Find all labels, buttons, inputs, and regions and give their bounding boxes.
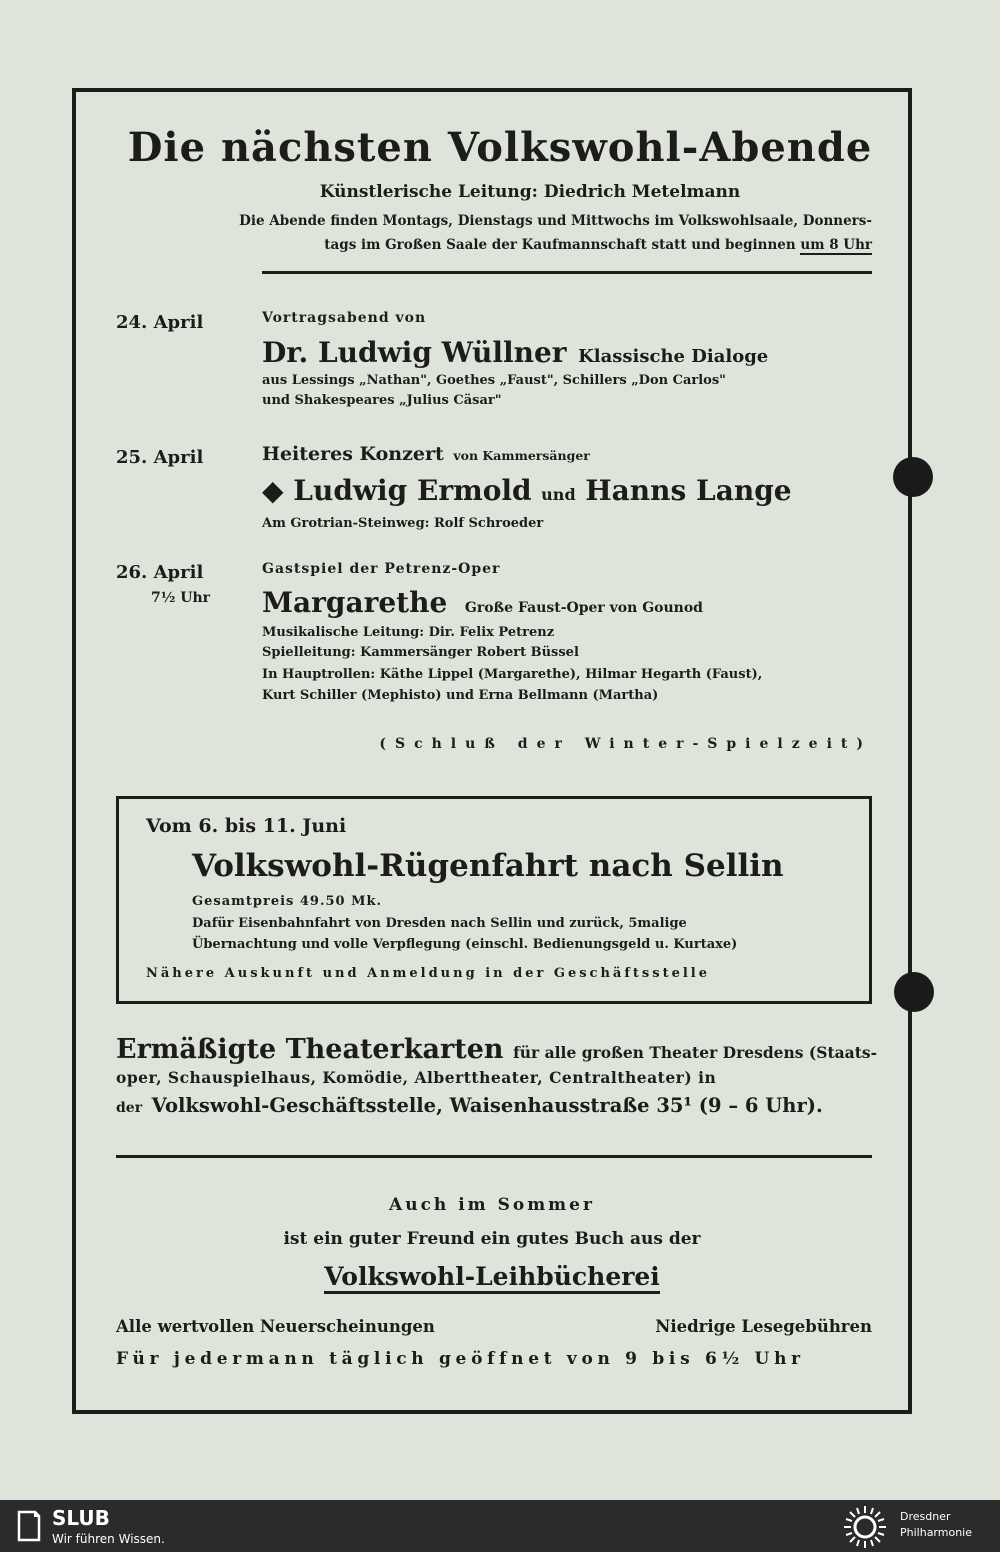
- event-and: und: [541, 485, 576, 504]
- footer-tagline: Wir führen Wissen.: [52, 1532, 165, 1546]
- tickets-line-3-prefix: der: [116, 1100, 143, 1116]
- intro-line-2: [324, 237, 872, 253]
- event-detail: und Shakespeares „Julius Cäsar": [262, 393, 502, 408]
- tickets-line-1: [116, 1034, 877, 1065]
- event-program: Große Faust-Oper von Gounod: [464, 600, 703, 616]
- footer-brand[interactable]: SLUB: [52, 1506, 110, 1530]
- event-detail: aus Lessings „Nathan", Goethes „Faust", Schillers „Don Carlos": [262, 373, 726, 388]
- footer-partner-line-1[interactable]: Dresdner: [900, 1510, 951, 1523]
- intro-line-2-text: tags im Großen Saale der Kaufmannschaft statt und beginnen: [324, 237, 796, 253]
- punch-hole-upper: [893, 457, 933, 497]
- library-offer-left: Alle wertvollen Neuerscheinungen: [116, 1317, 435, 1336]
- event-detail: Spielleitung: Kammersänger Robert Büssel: [262, 645, 579, 660]
- event-performer: ◆ Ludwig Ermold: [262, 474, 532, 507]
- header-divider: [262, 271, 872, 274]
- page-subtitle: Künstlerische Leitung: Diedrich Metelmann: [319, 182, 741, 202]
- event-intro: Vortragsabend von: [262, 310, 427, 326]
- page-title: Die nächsten Volkswohl-Abende: [127, 124, 873, 171]
- event-time: 7½ Uhr: [151, 590, 210, 606]
- library-line-1: Auch im Sommer: [389, 1195, 595, 1215]
- tickets-line-2: oper, Schauspielhaus, Komödie, Alberttheater, Centraltheater) in: [116, 1068, 717, 1087]
- intro-line-1: Die Abende finden Montags, Dienstags und Mittwochs im Volkswohlsaale, Donners-: [239, 213, 872, 229]
- event-detail: Kurt Schiller (Mephisto) und Erna Bellmann (Martha): [262, 688, 659, 703]
- event-detail: Am Grotrian-Steinweg: Rolf Schroeder: [262, 516, 544, 531]
- event-intro-main: Heiteres Konzert: [262, 443, 444, 465]
- trip-detail: Übernachtung und volle Verpflegung (einschl. Bedienungsgeld u. Kurtaxe): [192, 937, 738, 952]
- trip-info: Nähere Auskunft und Anmeldung in der Geschäftsstelle: [146, 966, 710, 981]
- library-name: [72, 1262, 912, 1291]
- event-headline: [262, 586, 703, 619]
- philharmonie-logo-icon: [842, 1504, 888, 1550]
- event-detail: Musikalische Leitung: Dir. Felix Petrenz: [262, 625, 555, 640]
- trip-title: Volkswohl-Rügenfahrt nach Sellin: [192, 848, 784, 884]
- trip-price: Gesamtpreis 49.50 Mk.: [192, 894, 383, 909]
- event-program: Klassische Dialoge: [578, 346, 769, 367]
- event-intro-suffix: von Kammersänger: [453, 448, 590, 463]
- library-hours: Für jedermann täglich geöffnet von 9 bis 6½ Uhr: [116, 1349, 805, 1369]
- season-end-note: (Schluß der Winter-Spielzeit): [379, 736, 872, 752]
- trip-detail: Dafür Eisenbahnfahrt von Dresden nach Sellin und zurück, 5malige: [192, 916, 687, 931]
- tickets-line-1-text: für alle großen Theater Dresdens (Staats-: [513, 1043, 878, 1062]
- library-name-text: Volkswohl-Leihbücherei: [324, 1262, 660, 1294]
- footer-bar: [0, 1500, 1000, 1552]
- event-headline: [262, 474, 792, 507]
- event-intro: [262, 443, 590, 465]
- tickets-headline: Ermäßigte Theaterkarten: [116, 1034, 504, 1065]
- tickets-address: Volkswohl-Geschäftsstelle, Waisenhausstraße 35¹ (9 – 6 Uhr).: [151, 1094, 823, 1117]
- tickets-line-3: [116, 1094, 823, 1117]
- event-headline: [262, 336, 768, 369]
- event-performer: Dr. Ludwig Wüllner: [262, 336, 567, 369]
- event-intro: Gastspiel der Petrenz-Oper: [262, 561, 501, 577]
- intro-start-time: um 8 Uhr: [800, 237, 872, 253]
- library-line-2: ist ein guter Freund ein gutes Buch aus der: [283, 1229, 701, 1249]
- library-offer-right: Niedrige Lesegebühren: [655, 1317, 872, 1336]
- footer-partner-line-2[interactable]: Philharmonie: [900, 1526, 972, 1539]
- slub-logo-icon: [16, 1510, 42, 1542]
- event-title: Margarethe: [262, 586, 448, 619]
- event-date: 24. April: [116, 312, 204, 333]
- event-detail: In Hauptrollen: Käthe Lippel (Margarethe), Hilmar Hegarth (Faust),: [262, 667, 763, 682]
- event-performer-2: Hanns Lange: [585, 474, 792, 507]
- event-date: 26. April: [116, 562, 204, 583]
- trip-dates: Vom 6. bis 11. Juni: [146, 815, 347, 837]
- event-date: 25. April: [116, 447, 204, 468]
- punch-hole-lower: [894, 972, 934, 1012]
- tickets-divider: [116, 1155, 872, 1158]
